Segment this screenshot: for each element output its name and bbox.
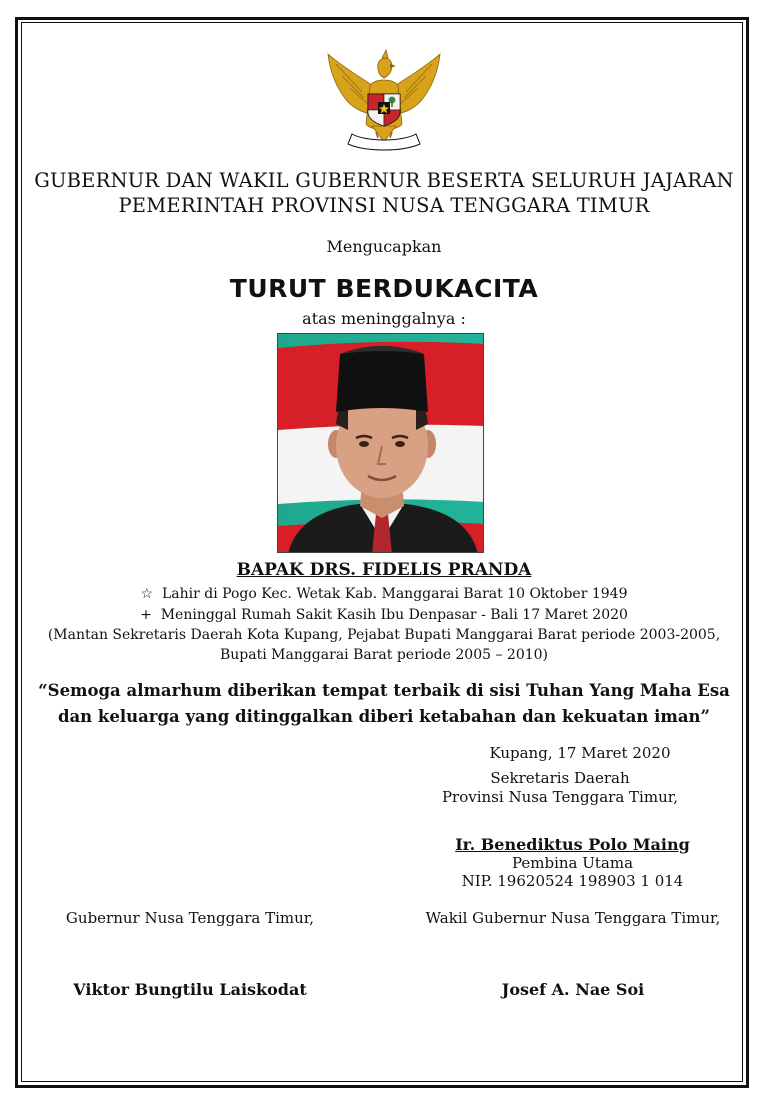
vice-governor-name: Josef A. Nae Soi: [501, 980, 645, 999]
secretary-position-1: Sekretaris Daerah: [490, 769, 630, 787]
governor-name: Viktor Bungtilu Laiskodat: [73, 980, 307, 999]
career-line-1: (Mantan Sekretaris Daerah Kota Kupang, Pejabat Bupati Manggarai Barat periode 2003-2005,: [47, 627, 721, 643]
vice-governor-title: Wakil Gubernur Nusa Tenggara Timur,: [425, 909, 721, 927]
secretary-position-2: Provinsi Nusa Tenggara Timur,: [441, 788, 679, 806]
star-icon: ☆: [140, 586, 154, 602]
born-line: [0, 584, 768, 604]
secretary-name: Ir. Benediktus Polo Maing: [455, 835, 690, 854]
deceased-portrait-photo: [277, 333, 484, 553]
atas-meninggalnya-text: atas meninggalnya :: [302, 309, 466, 328]
governor-title: Gubernur Nusa Tenggara Timur,: [65, 909, 315, 927]
mengucapkan-text: Mengucapkan: [326, 237, 442, 256]
deceased-name: BAPAK DRS. FIDELIS PRANDA: [236, 560, 532, 580]
condolence-quote: [0, 678, 768, 730]
career-line-2: Bupati Manggarai Barat periode 2005 – 2010): [219, 647, 548, 663]
quote-line-2: dan keluarga yang ditinggalkan diberi ketabahan dan kekuatan iman”: [57, 707, 711, 726]
header-line-2: PEMERINTAH PROVINSI NUSA TENGGARA TIMUR: [118, 194, 650, 217]
cross-icon: +: [140, 607, 152, 623]
secretary-nip: NIP. 19620524 198903 1 014: [461, 872, 684, 890]
page-title: TURUT BERDUKACITA: [229, 274, 539, 303]
born-text: Lahir di Pogo Kec. Wetak Kab. Manggarai Barat 10 Oktober 1949: [161, 586, 628, 602]
secretary-rank: Pembina Utama: [511, 854, 634, 872]
garuda-pancasila-emblem-icon: [322, 48, 446, 152]
quote-line-1: “Semoga almarhum diberikan tempat terbaik di sisi Tuhan Yang Maha Esa: [38, 681, 730, 700]
died-text: Meninggal Rumah Sakit Kasih Ibu Denpasar - Bali 17 Maret 2020: [160, 607, 628, 623]
place-date: Kupang, 17 Maret 2020: [489, 744, 671, 762]
header-line-1: GUBERNUR DAN WAKIL GUBERNUR BESERTA SELURUH JAJARAN: [34, 169, 734, 192]
died-line: [0, 605, 768, 625]
